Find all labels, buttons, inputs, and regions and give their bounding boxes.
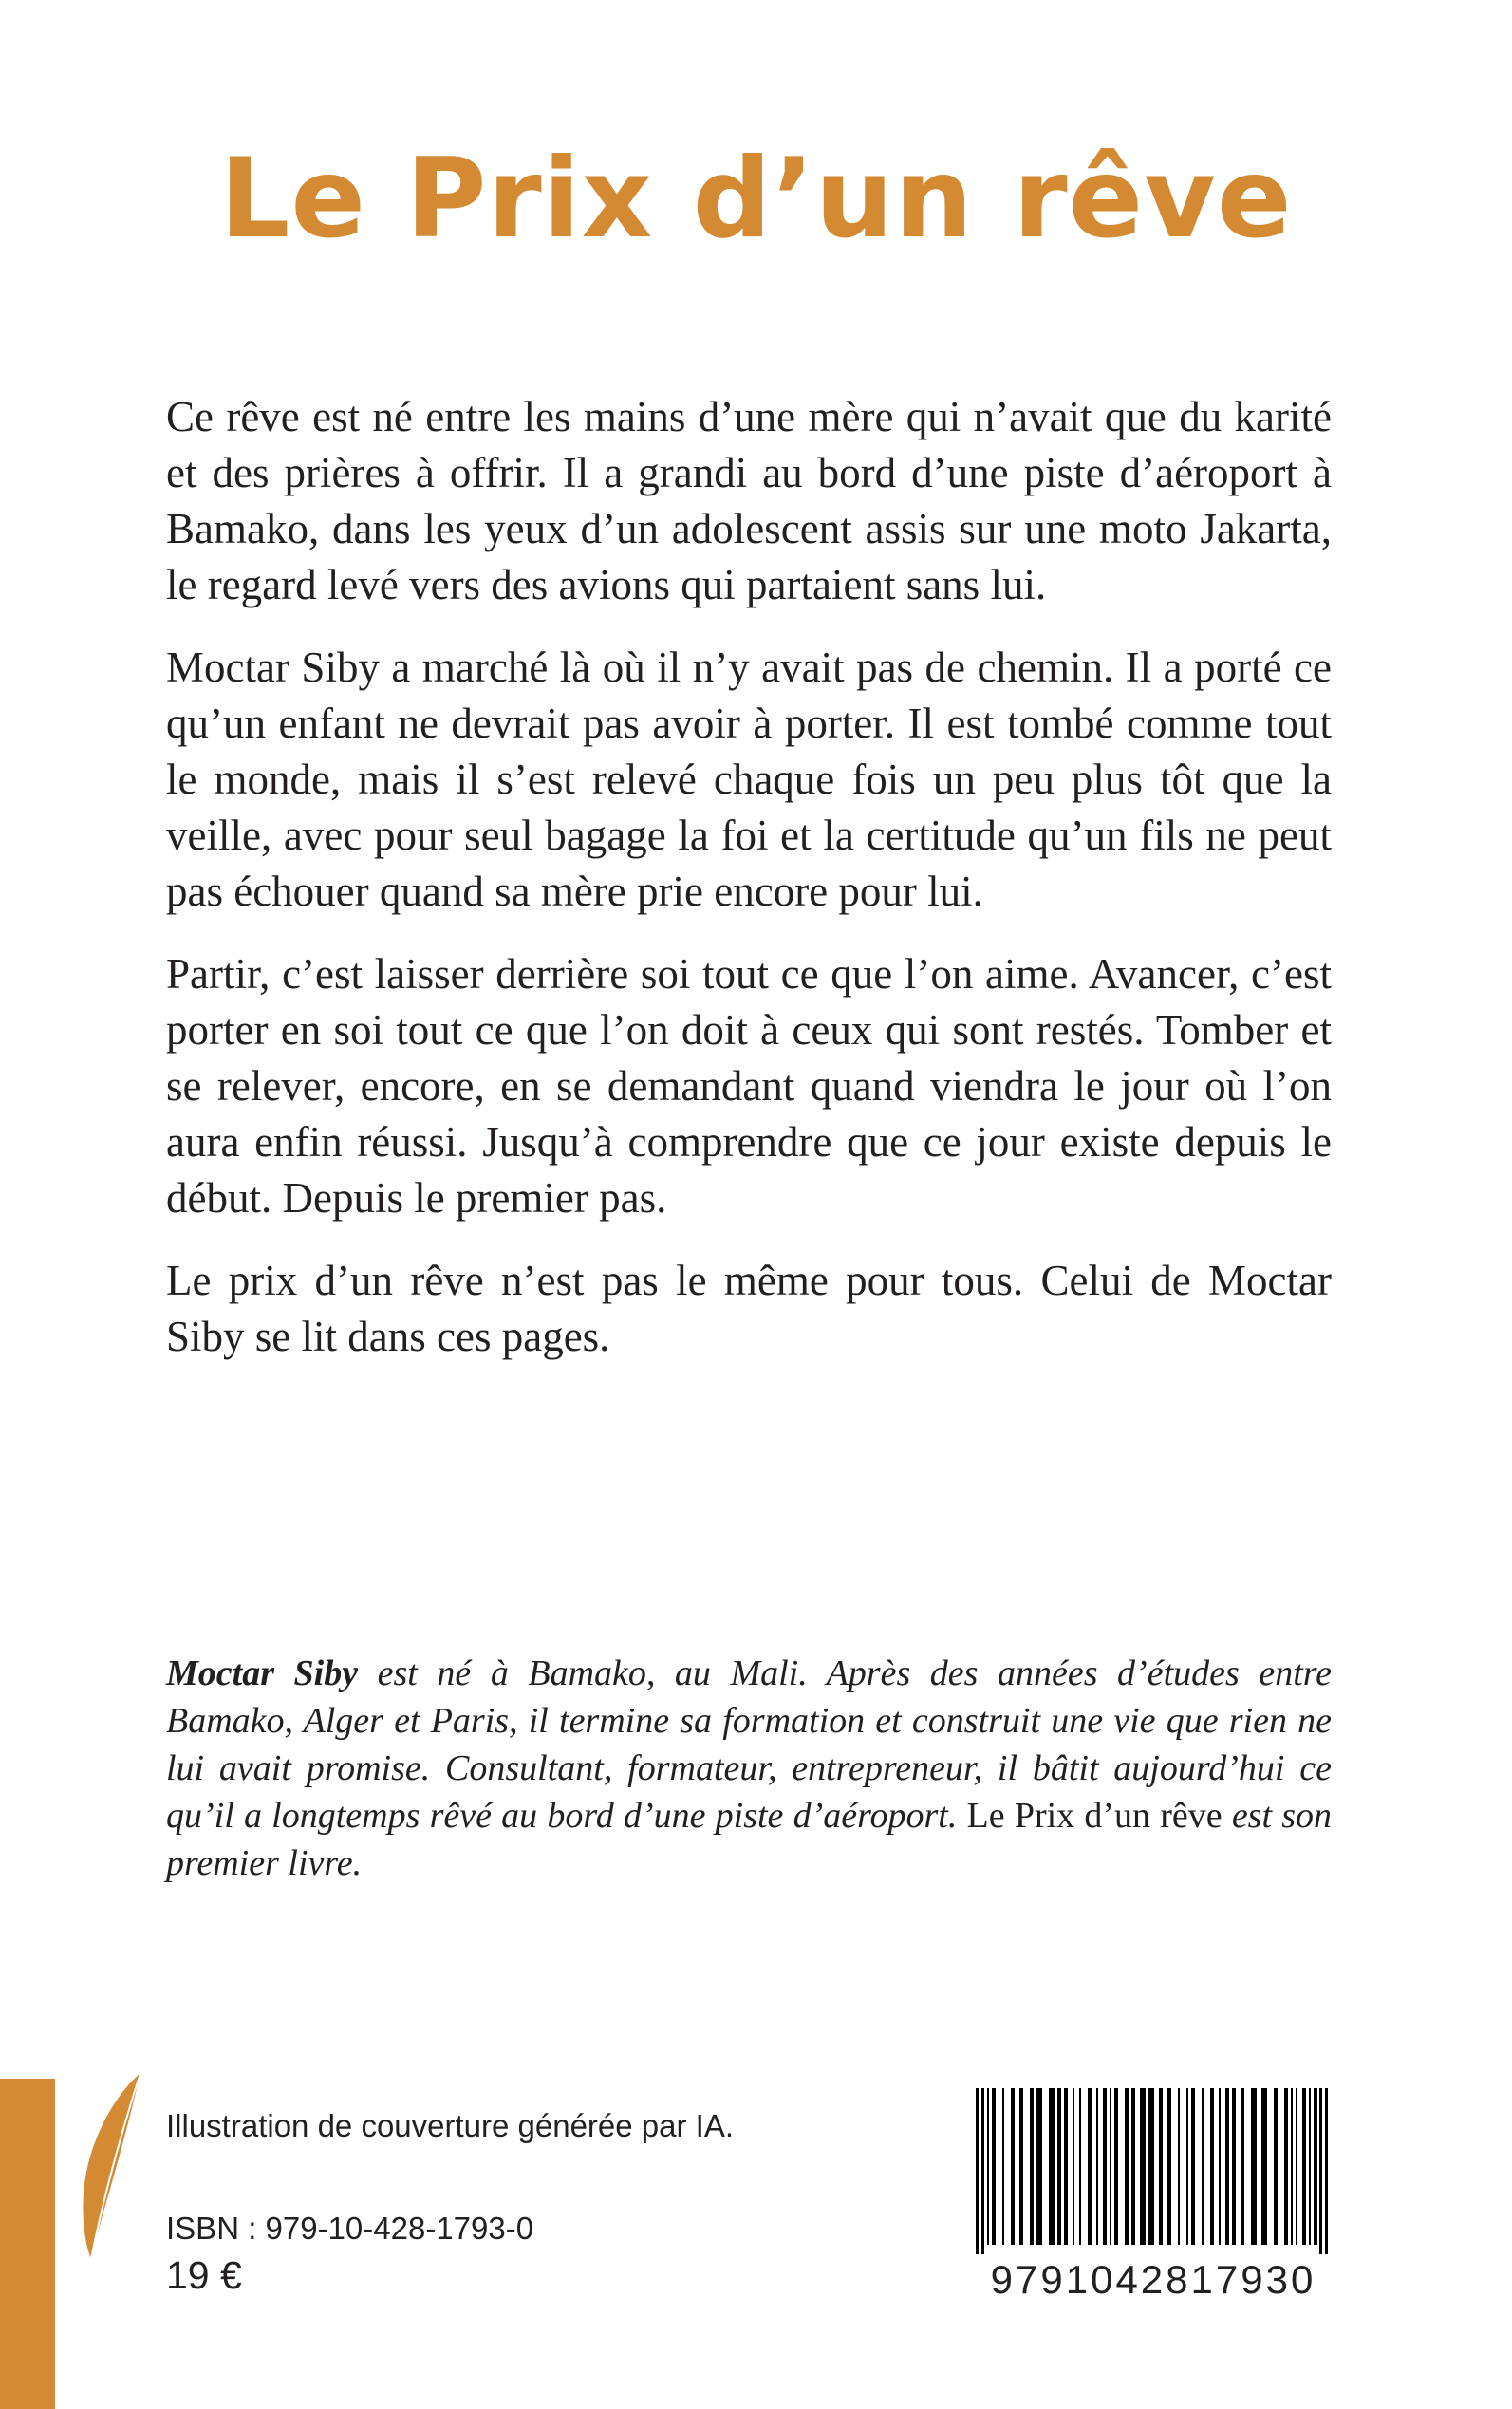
isbn: ISBN : 979-10-428-1793-0: [166, 2210, 534, 2246]
cover-credit: Illustration de couverture générée par IA.: [166, 2108, 735, 2143]
author-name: Moctar Siby: [166, 1653, 359, 1693]
bio-closing: est son premier livre.: [166, 1796, 1333, 1883]
feather-icon: [74, 2069, 150, 2297]
author-bio: [166, 1650, 1332, 1887]
barcode-number: 9791042817930: [990, 2257, 1316, 2302]
bio-text: est né à Bamako, au Mali. Après des années d’études entre Bamako, Alger et Paris, il termine sa formation et construit une vie que rien ne lui avait promise. Consultant, formateur, entrepreneur, il bâtit aujourd’hui ce qu’il a longtemps rêvé au bord d’une piste d’aéroport.: [166, 1653, 1332, 1836]
publisher-info: [166, 2107, 734, 2299]
blurb-paragraph: Partir, c’est laisser derrière soi tout ce que l’on aime. Avancer, c’est porter en soi tout ce que l’on doit à ceux qui sont restés. Tomber et se relever, encore, en se demandant quand viendra le jour où l’on aura enfin réussi. Jusqu’à comprendre que ce jour existe depuis le début. Depuis le premier pas.: [166, 950, 1332, 1222]
blurb-paragraph: Moctar Siby a marché là où il n’y avait pas de chemin. Il a porté ce qu’un enfant ne devrait pas avoir à porter. Il est tombé comme tout le monde, mais il s’est relevé chaque fois un peu plus tôt que la veille, avec pour seul bagage la foi et la certitude qu’un fils ne peut pas échouer quand sa mère prie encore pour lui.: [166, 644, 1332, 915]
book-title: Le Prix d’un rêve: [219, 135, 1293, 263]
price: 19 €: [166, 2253, 242, 2298]
blurb-paragraph: Ce rêve est né entre les mains d’une mère qui n’avait que du karité et des prières à offrir. Il a grandi au bord d’une piste d’aéroport à Bamako, dans les yeux d’un adolescent assis sur une moto Jakarta, le regard levé vers des avions qui partaient sans lui.: [166, 393, 1332, 608]
barcode: [968, 2088, 1338, 2316]
barcode-bars: [968, 2088, 1338, 2259]
blurb-paragraph: Le prix d’un rêve n’est pas le même pour tous. Celui de Moctar Siby se lit dans ces pages.: [166, 1257, 1332, 1360]
back-cover-blurb: [166, 389, 1332, 1391]
accent-sidebar: [0, 2079, 55, 2409]
bio-book-title: Le Prix d’un rêve: [957, 1796, 1232, 1836]
